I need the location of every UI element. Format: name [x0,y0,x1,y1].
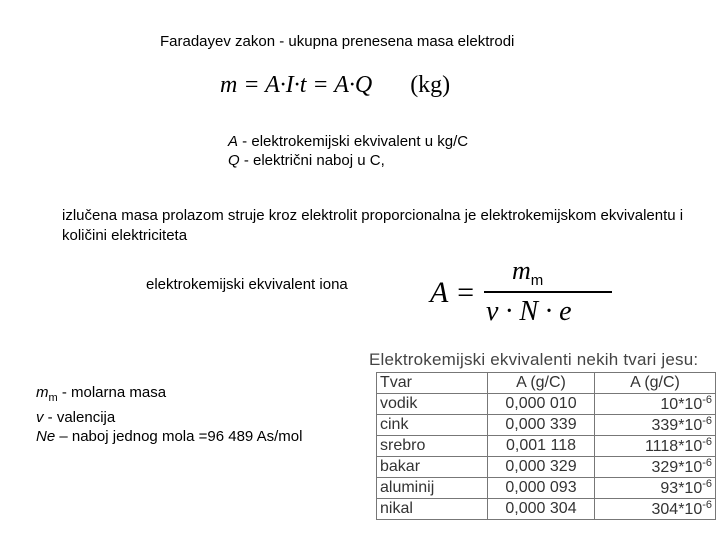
table-row [377,478,716,499]
legend-item [36,383,302,408]
table-row [377,457,716,478]
cell-a: 0,000 304 [488,499,595,520]
formula-unit: (kg) [410,72,451,98]
definition-text: - elektrokemijski ekvivalent u kg/C [238,133,469,150]
cell-a: 0,000 010 [488,394,595,415]
legend-text: - molarna masa [57,384,167,401]
table-row [377,415,716,436]
page-title: Faradayev zakon - ukupna prenesena masa elektrodi [160,33,515,50]
formula-legend [36,383,302,446]
definition-a [228,132,468,151]
cell-a: 0,000 093 [488,478,595,499]
legend-text: – naboj jednog mola =96 489 As/mol [55,428,303,445]
formula-rhs: = A·I·t = A·Q [237,72,373,98]
cell-tvar: nikal [377,499,488,520]
cell-tvar: aluminij [377,478,488,499]
formula-lhs: m [220,72,238,98]
cell-b: $329*10^{-6}$ [595,457,716,478]
legend-symbol: m [36,384,49,401]
table-row [377,499,716,520]
cell-b: $1118*10^{-6}$ [595,436,716,457]
explanation-paragraph: izlučena masa prolazom struje kroz elektrolit proporcionalna je elektrokemijskom ekvivalentu i količini elektriciteta [62,207,684,244]
cell-b: $93*10^{-6}$ [595,478,716,499]
legend-subscript: m [48,392,58,404]
ekv-label: elektrokemijski ekvivalent iona [146,276,348,293]
legend-item [36,427,302,446]
numerator-symbol: m [512,256,531,285]
definition-q [228,151,468,170]
definition-text: - električni naboj u C, [239,152,385,169]
table-title: Elektrokemijski ekvivalenti nekih tvari jesu: [369,350,699,369]
table-header-row [377,373,716,394]
table-row [377,436,716,457]
fraction-bar [484,291,612,293]
cell-tvar: bakar [377,457,488,478]
table-row [377,394,716,415]
legend-symbol: Ne [36,428,56,445]
ekv-formula-denominator: ν · N · e [486,296,572,327]
equivalents-table [376,372,716,520]
ekv-formula-numerator [512,256,543,289]
cell-tvar: vodik [377,394,488,415]
definition-symbol: Q [228,152,240,169]
legend-symbol: v [36,409,44,426]
cell-b: $304*10^{-6}$ [595,499,716,520]
symbol-definitions [228,132,468,170]
legend-item [36,408,302,427]
faraday-formula [220,72,450,99]
cell-a: 0,000 339 [488,415,595,436]
cell-tvar: cink [377,415,488,436]
numerator-subscript: m [530,272,544,290]
cell-a: 0,000 329 [488,457,595,478]
definition-symbol: A [228,133,239,150]
header-a-gc: A (g/C) [488,373,595,394]
legend-text: - valencija [43,409,116,426]
cell-b: $339*10^{-6}$ [595,415,716,436]
cell-a: 0,001 118 [488,436,595,457]
cell-b: $10*10^{-6}$ [595,394,716,415]
header-a-gc-sci: A (g/C) [595,373,716,394]
header-tvar: Tvar [377,373,488,394]
ekv-formula-lhs: A = [430,276,476,309]
cell-tvar: srebro [377,436,488,457]
